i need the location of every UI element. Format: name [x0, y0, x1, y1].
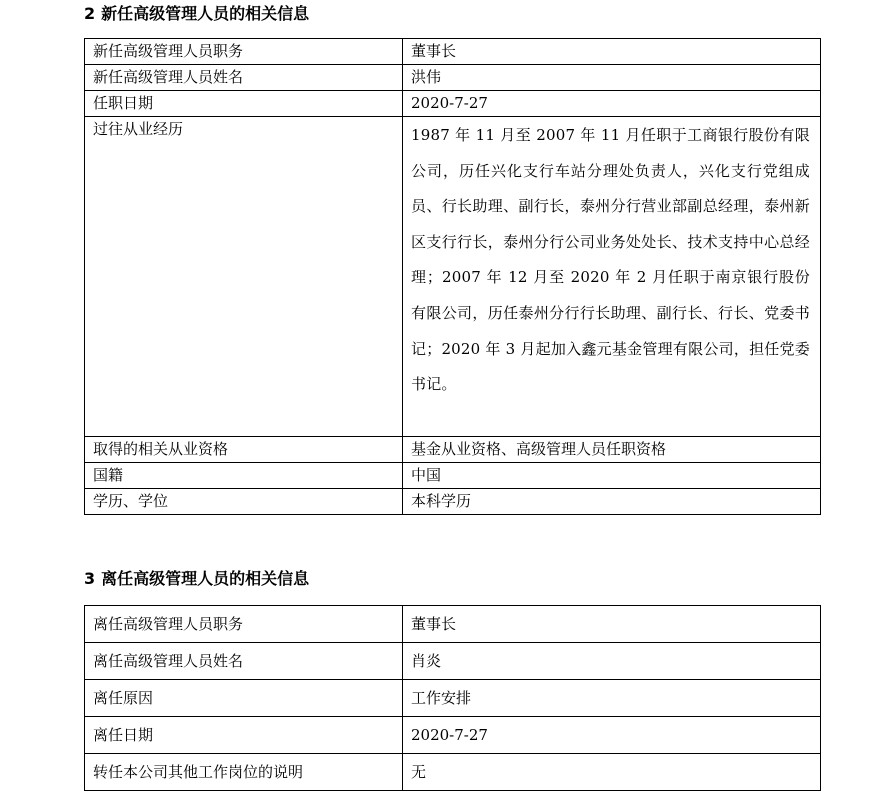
row-value: 董事长 — [403, 39, 821, 65]
row-label: 任职日期 — [85, 91, 403, 117]
row-label: 新任高级管理人员姓名 — [85, 65, 403, 91]
section-3-title — [84, 569, 315, 589]
table-row — [85, 91, 821, 117]
row-value: 中国 — [403, 463, 821, 489]
row-label: 转任本公司其他工作岗位的说明 — [85, 754, 403, 791]
career-history-value: 1987 年 11 月至 2007 年 11 月任职于工商银行股份有限公司，历任兴化支行车站分理处负责人，兴化支行党组成员、行长助理、副行长，泰州分行营业部副总经理，泰州新区支行行长，泰州分行公司业务处处长、技术支持中心总经理；2007 年 12 月至 2020 年 2 月任职于南京银行股份有限公司，历任泰州分行行长助理、副行长、行长、党委书记；2020 年 3 月起加入鑫元基金管理有限公司，担任党委书记。 — [403, 117, 821, 437]
row-label: 国籍 — [85, 463, 403, 489]
row-label: 离任高级管理人员职务 — [85, 606, 403, 643]
section-3-number: 3 — [84, 569, 96, 588]
table-row — [85, 680, 821, 717]
table-row — [85, 117, 821, 437]
table-row — [85, 717, 821, 754]
row-value: 2020-7-27 — [403, 717, 821, 754]
row-label: 离任日期 — [85, 717, 403, 754]
table-row — [85, 606, 821, 643]
table-row — [85, 463, 821, 489]
new-executive-info-table — [84, 38, 821, 515]
table-row — [85, 489, 821, 515]
row-label: 离任高级管理人员姓名 — [85, 643, 403, 680]
row-label: 新任高级管理人员职务 — [85, 39, 403, 65]
row-label: 离任原因 — [85, 680, 403, 717]
section-2-title-text: 新任高级管理人员的相关信息 — [101, 4, 310, 23]
row-value: 2020-7-27 — [403, 91, 821, 117]
table-row — [85, 643, 821, 680]
row-label: 取得的相关从业资格 — [85, 437, 403, 463]
row-value: 基金从业资格、高级管理人员任职资格 — [403, 437, 821, 463]
table-row — [85, 39, 821, 65]
row-label: 过往从业经历 — [85, 117, 403, 437]
row-value: 洪伟 — [403, 65, 821, 91]
table-row — [85, 754, 821, 791]
section-3-title-text: 离任高级管理人员的相关信息 — [101, 569, 310, 588]
row-value: 本科学历 — [403, 489, 821, 515]
row-value: 肖炎 — [403, 643, 821, 680]
row-label: 学历、学位 — [85, 489, 403, 515]
row-value: 董事长 — [403, 606, 821, 643]
row-value: 无 — [403, 754, 821, 791]
section-2-number: 2 — [84, 4, 96, 23]
section-2-title — [84, 4, 315, 24]
departing-executive-info-table — [84, 605, 821, 791]
table-row — [85, 65, 821, 91]
table-row — [85, 437, 821, 463]
row-value: 工作安排 — [403, 680, 821, 717]
